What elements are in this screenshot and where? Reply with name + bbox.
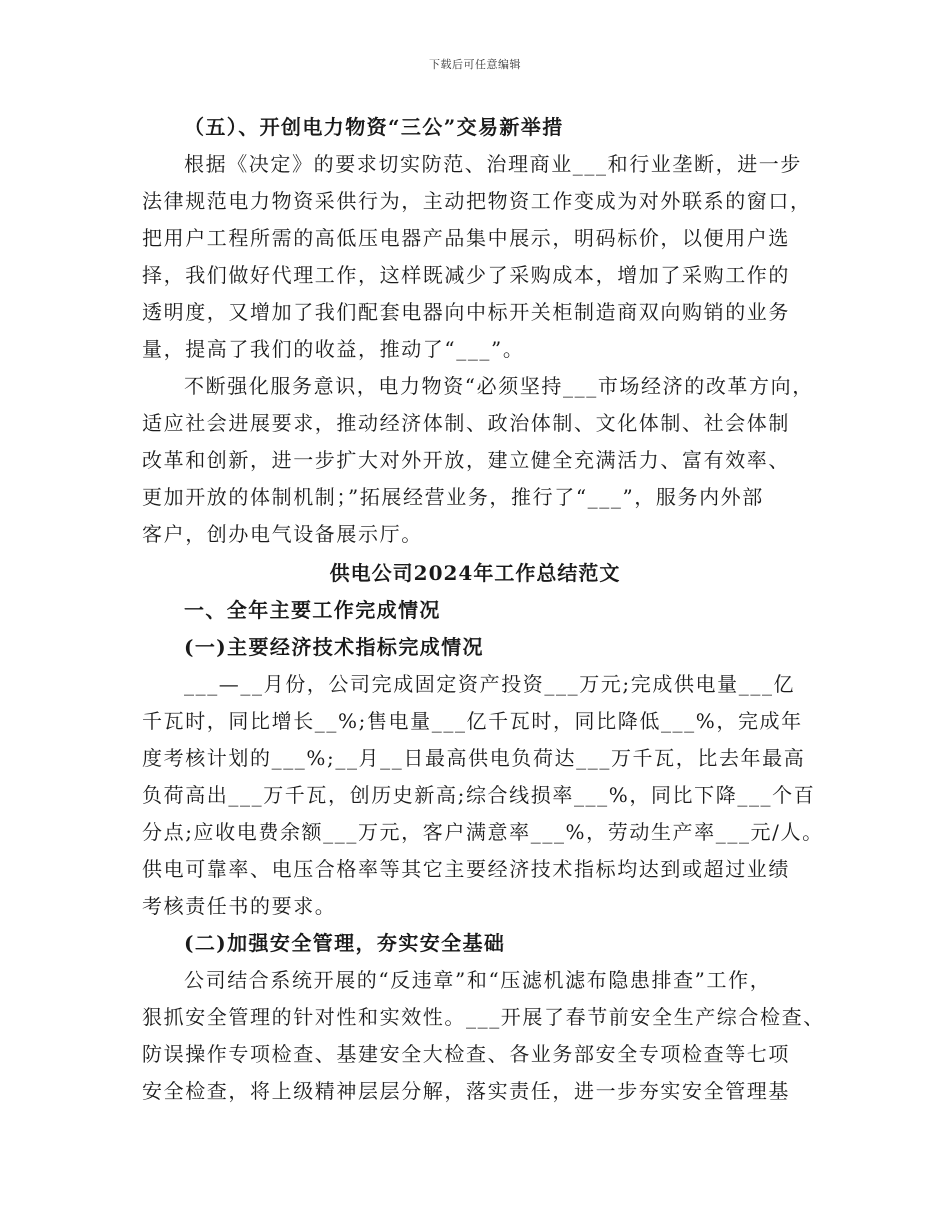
paragraph-line: 法律规范电力物资采供行为，主动把物资工作变成为对外联系的窗口，: [142, 189, 812, 213]
header-note: 下载后可任意编辑: [429, 58, 521, 71]
paragraph-line: 把用户工程所需的高低压电器产品集中展示，明码标价，以便用户选: [142, 226, 790, 250]
paragraph-line: 不断强化服务意识，电力物资“必须坚持___市场经济的改革方向，: [184, 374, 814, 398]
paragraph-line: 更加开放的体制机制；”拓展经营业务，推行了“___”，服务内外部: [142, 485, 764, 509]
paragraph-line: 分点;应收电费余额___万元，客户满意率___%，劳动生产率___元/人。: [142, 820, 824, 844]
paragraph-line: 狠抓安全管理的针对性和实效性。___开展了春节前安全生产综合检查、: [142, 1005, 825, 1029]
paragraph-line: 防误操作专项检查、基建安全大检查、各业务部安全专项检查等七项: [142, 1042, 790, 1066]
document-title: 供电公司2024年工作总结范文: [329, 561, 621, 585]
section-heading-1: 一、全年主要工作完成情况: [184, 598, 441, 622]
paragraph-line: 根据《决定》的要求切实防范、治理商业___和行业垄断，进一步: [184, 152, 802, 176]
subsection-heading-1: (一)主要经济技术指标完成情况: [184, 635, 484, 659]
paragraph-line: 考核责任书的要求。: [142, 894, 337, 918]
paragraph-line: 千瓦时，同比增长__%;售电量___亿千瓦时，同比降低___%，完成年: [142, 709, 803, 733]
subsection-heading-2: (二)加强安全管理，夯实安全基础: [184, 931, 506, 955]
paragraph-line: 供电可靠率、电压合格率等其它主要经济技术指标均达到或超过业绩: [142, 857, 790, 881]
paragraph-line: 适应社会进展要求，推动经济体制、政治体制、文化体制、社会体制: [142, 411, 790, 435]
paragraph-line: 度考核计划的___%;__月__日最高供电负荷达___万千瓦，比去年最高: [142, 746, 806, 770]
paragraph-line: 负荷高出___万千瓦，创历史新高;综合线损率___%，同比下降___个百: [142, 783, 816, 807]
section-heading-5: （五）、开创电力物资“三公”交易新举措: [184, 115, 564, 139]
paragraph-line: 安全检查，将上级精神层层分解，落实责任，进一步夯实安全管理基: [142, 1079, 790, 1103]
paragraph-line: 客户，创办电气设备展示厅。: [142, 522, 423, 546]
paragraph-line: 择，我们做好代理工作，这样既减少了采购成本，增加了采购工作的: [142, 263, 790, 287]
paragraph-line: 改革和创新，进一步扩大对外开放，建立健全充满活力、富有效率、: [142, 448, 790, 472]
paragraph-line: 量，提高了我们的收益，推动了“___”。: [142, 337, 525, 361]
paragraph-line: ___—__月份，公司完成固定资产投资___万元;完成供电量___亿: [184, 672, 796, 696]
paragraph-line: 公司结合系统开展的“反违章”和“压滤机滤布隐患排查”工作，: [184, 968, 772, 992]
paragraph-line: 透明度，又增加了我们配套电器向中标开关柜制造商双向购销的业务: [142, 300, 790, 324]
